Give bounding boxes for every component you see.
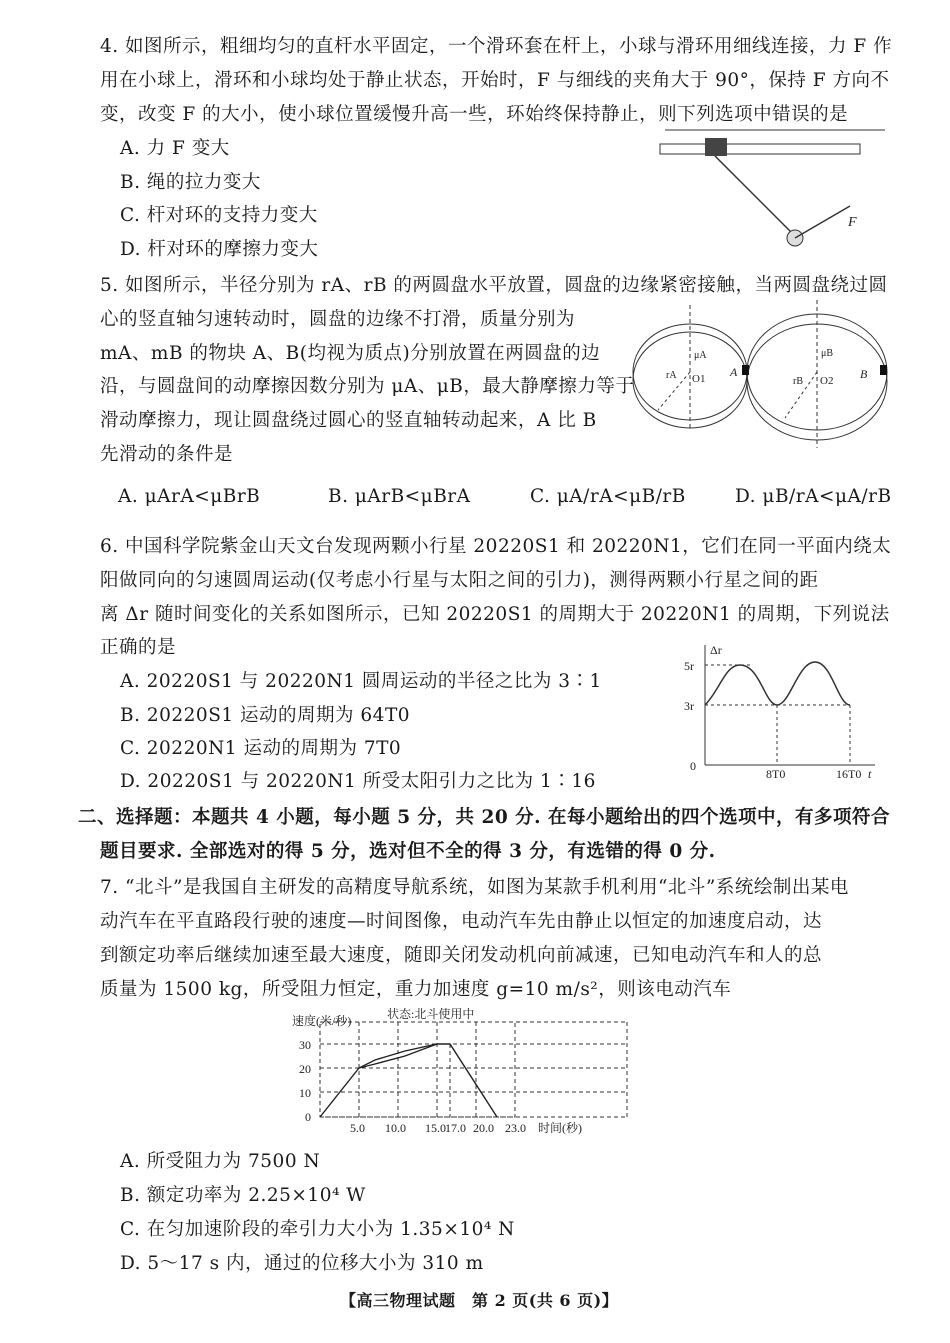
svg-text:20.0: 20.0: [473, 1121, 494, 1135]
q6-option-c: C. 20220N1 运动的周期为 7T0: [120, 738, 402, 759]
q7-line: 动汽车在平直路段行驶的速度—时间图像，电动汽车先由静止以恒定的加速度启动，达: [100, 911, 823, 932]
q7-line: 到额定功率后继续加速至最大速度，随即关闭发动机向前减速，已知电动汽车和人的总: [100, 945, 823, 966]
q7-option-c: C. 在匀加速阶段的牵引力大小为 1.35×10⁴ N: [120, 1219, 515, 1240]
section-line: 题目要求. 全部选对的得 5 分，选对但不全的得 3 分，有选错的得 0 分.: [100, 841, 716, 862]
svg-text:16T0: 16T0: [836, 767, 862, 780]
q4-line: 用在小球上，滑环和小球均处于静止状态，开始时，F 与细线的夹角大于 90°，保持 F 方向不: [100, 70, 890, 91]
q6-option-a: A. 20220S1 与 20220N1 圆周运动的半径之比为 3∶1: [120, 671, 602, 692]
q7-line: 质量为 1500 kg，所受阻力恒定，重力加速度 g=10 m/s²，则该电动汽车: [100, 979, 732, 1000]
svg-text:5.0: 5.0: [350, 1121, 365, 1135]
q5-line: 滑动摩擦力，现让圆盘绕过圆心的竖直轴转动起来，A 比 B: [100, 410, 597, 431]
q5-line: mA、mB 的物块 A、B(均视为质点)分别放置在两圆盘的边: [100, 343, 601, 364]
q4-option-c: C. 杆对环的支持力变大: [120, 205, 318, 226]
q7-option-a: A. 所受阻力为 7500 N: [120, 1151, 321, 1172]
section-line: 二、选择题：本题共 4 小题，每小题 5 分，共 20 分. 在每小题给出的四个选项中，有多项符合: [78, 807, 891, 828]
q4-line: 4. 如图所示，粗细均匀的直杆水平固定，一个滑环套在杆上，小球与滑环用细线连接，力 F 作: [100, 36, 893, 57]
q7-line: 7. “北斗”是我国自主研发的高精度导航系统，如图为某款手机利用“北斗”系统绘制出某电: [100, 877, 849, 898]
q6-line: 6. 中国科学院紫金山天文台发现两颗小行星 20220S1 和 20220N1，它们在同一平面内绕太: [100, 536, 892, 557]
q7-option-d: D. 5～17 s 内，通过的位移大小为 310 m: [120, 1253, 484, 1274]
q4-figure: [655, 128, 885, 258]
q5-option-a: A. μArA<μBrB: [118, 486, 261, 507]
q5-option-c: C. μA/rA<μB/rB: [530, 486, 686, 507]
svg-text:20: 20: [299, 1062, 311, 1076]
svg-text:30: 30: [299, 1038, 311, 1052]
svg-text:0: 0: [305, 1110, 311, 1124]
q6-option-d: D. 20220S1 与 20220N1 所受太阳引力之比为 1∶16: [120, 771, 596, 792]
svg-text:速度(米/秒): 速度(米/秒): [292, 1014, 352, 1028]
svg-text:8T0: 8T0: [766, 767, 786, 780]
q6-line: 阳做同向的匀速圆周运动(仅考虑小行星与太阳之间的引力)，测得两颗小行星之间的距: [100, 570, 819, 591]
q4-option-b: B. 绳的拉力变大: [120, 172, 261, 193]
q4-line: 变，改变 F 的大小，使小球位置缓慢升高一些，环始终保持静止，则下列选项中错误的是: [100, 104, 849, 125]
svg-text:Δr: Δr: [710, 643, 722, 657]
svg-text:5r: 5r: [684, 659, 694, 673]
svg-text:时间(秒): 时间(秒): [538, 1121, 582, 1135]
q5-line: 沿，与圆盘间的动摩擦因数分别为 μA、μB，最大静摩擦力等于: [100, 376, 635, 397]
svg-text:23.0: 23.0: [505, 1121, 526, 1135]
svg-text:17.0: 17.0: [445, 1121, 466, 1135]
q5-option-d: D. μB/rA<μA/rB: [735, 486, 892, 507]
q4-option-d: D. 杆对环的摩擦力变大: [120, 239, 319, 260]
svg-text:rB: rB: [793, 376, 803, 387]
svg-text:μA: μA: [694, 350, 707, 361]
svg-text:B: B: [860, 367, 868, 381]
q5-line: 心的竖直轴匀速转动时，圆盘的边缘不打滑，质量分别为: [100, 309, 576, 330]
svg-text:10.0: 10.0: [385, 1121, 406, 1135]
svg-text:μB: μB: [821, 348, 834, 359]
q5-disks-figure: [630, 300, 890, 450]
q4-option-a: A. 力 F 变大: [120, 138, 230, 159]
q6-option-b: B. 20220S1 运动的周期为 64T0: [120, 705, 411, 726]
q6-delta-r-graph: [680, 640, 880, 780]
svg-text:0: 0: [690, 759, 696, 773]
q7-velocity-chart: [280, 1008, 680, 1138]
q7-option-b: B. 额定功率为 2.25×10⁴ W: [120, 1185, 366, 1206]
svg-text:15.0: 15.0: [425, 1121, 446, 1135]
svg-text:rA: rA: [666, 370, 677, 381]
q6-line: 离 Δr 随时间变化的关系如图所示，已知 20220S1 的周期大于 20220N1 的周期，下列说法: [100, 604, 890, 625]
q6-line: 正确的是: [100, 637, 177, 658]
svg-text:状态:北斗使用中: 状态:北斗使用中: [387, 1008, 475, 1021]
svg-text:A: A: [730, 365, 738, 379]
q5-line: 5. 如图所示，半径分别为 rA、rB 的两圆盘水平放置，圆盘的边缘紧密接触，当两圆盘绕过圆: [100, 275, 888, 296]
q5-line: 先滑动的条件是: [100, 444, 234, 465]
page-footer: 【高三物理试题 第 2 页(共 6 页)】: [340, 1291, 619, 1310]
svg-text:O1: O1: [692, 373, 706, 385]
svg-text:O2: O2: [820, 375, 834, 387]
q5-option-b: B. μArB<μBrA: [328, 486, 471, 507]
svg-text:t: t: [868, 767, 872, 780]
force-label: F: [848, 215, 857, 230]
svg-text:10: 10: [299, 1086, 311, 1100]
svg-text:3r: 3r: [684, 699, 694, 713]
